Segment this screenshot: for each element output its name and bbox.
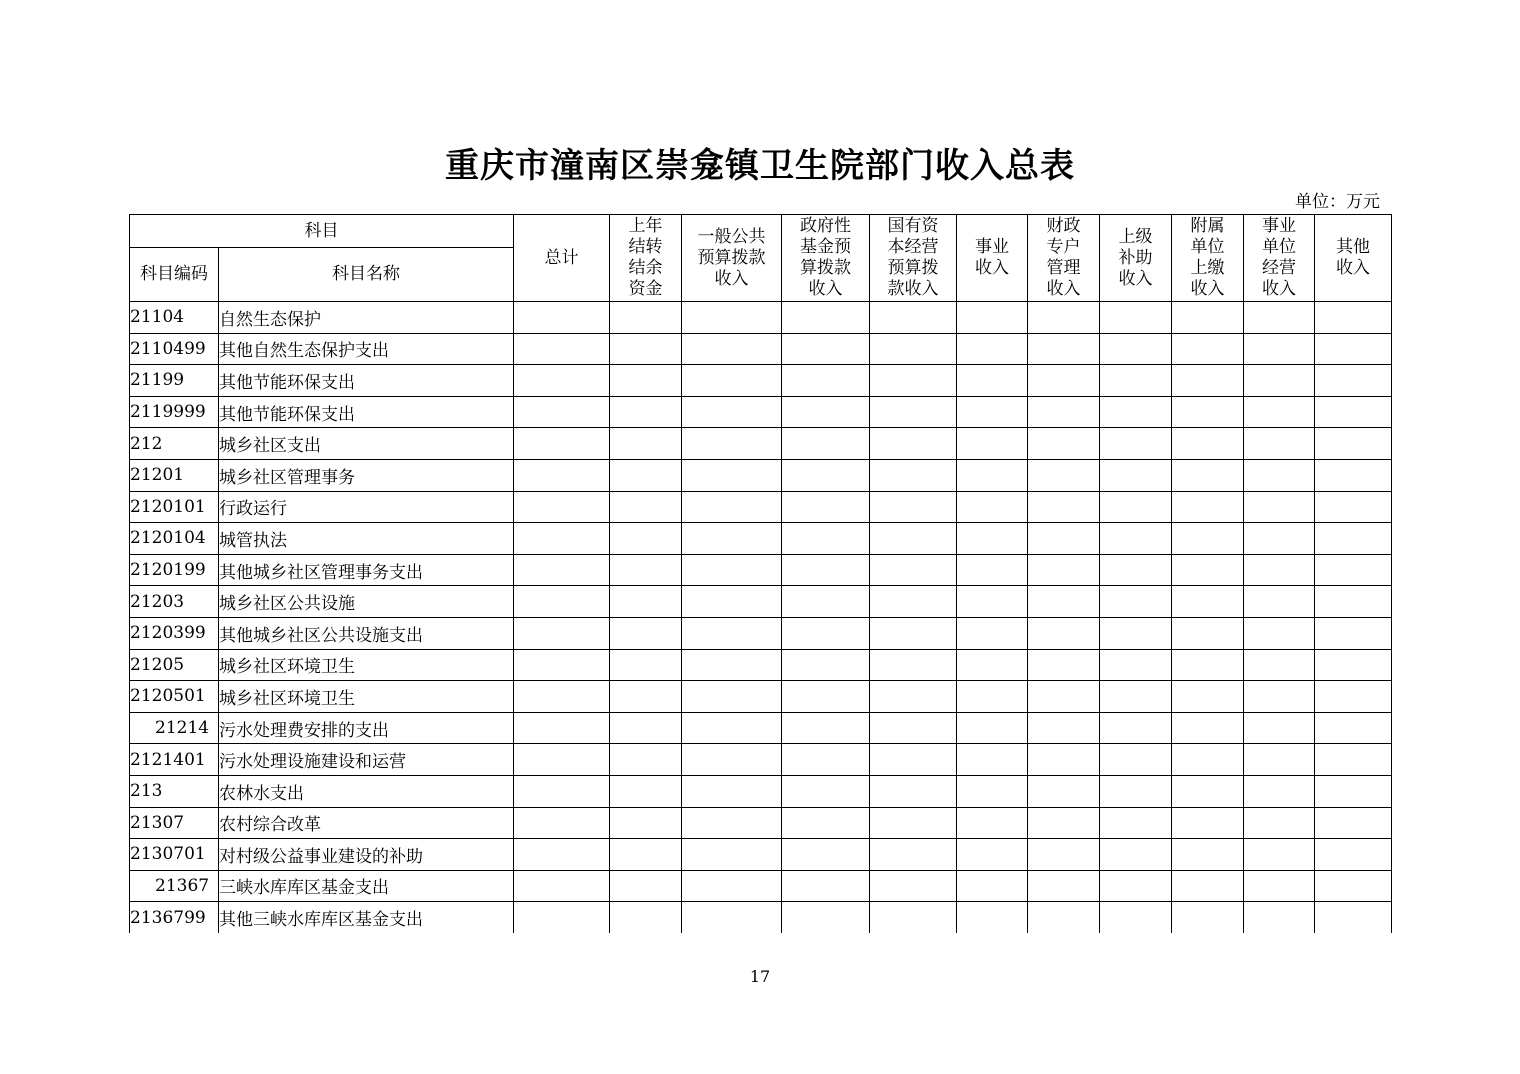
amount-cell (1172, 586, 1244, 618)
amount-cell (1100, 839, 1172, 871)
amount-cell (1315, 333, 1392, 365)
amount-cell (610, 870, 682, 902)
amount-cell (1028, 523, 1100, 555)
amount-cell (1244, 491, 1315, 523)
subject-name: 城管执法 (219, 523, 514, 555)
amount-cell (782, 523, 870, 555)
amount-cell (957, 554, 1028, 586)
amount-cell (957, 902, 1028, 933)
table-row (130, 459, 1392, 491)
amount-cell (610, 459, 682, 491)
amount-cell (1172, 649, 1244, 681)
subject-name: 农村综合改革 (219, 807, 514, 839)
amount-cell (870, 302, 957, 334)
amount-cell (1244, 807, 1315, 839)
amount-cell (957, 775, 1028, 807)
subject-name: 城乡社区支出 (219, 428, 514, 460)
amount-cell (1100, 459, 1172, 491)
amount-cell (682, 554, 782, 586)
amount-cell (1315, 617, 1392, 649)
amount-cell (1315, 712, 1392, 744)
amount-cell (782, 744, 870, 776)
amount-cell (610, 712, 682, 744)
amount-cell (1172, 712, 1244, 744)
table-row (130, 333, 1392, 365)
amount-cell (610, 396, 682, 428)
subject-name: 其他城乡社区管理事务支出 (219, 554, 514, 586)
amount-cell (957, 712, 1028, 744)
subject-code: 21214 (130, 712, 219, 744)
subject-code: 21104 (130, 302, 219, 334)
amount-cell (1172, 302, 1244, 334)
amount-cell (957, 428, 1028, 460)
amount-cell (1100, 586, 1172, 618)
amount-cell (870, 681, 957, 713)
amount-cell (1100, 428, 1172, 460)
amount-cell (870, 333, 957, 365)
table-row (130, 554, 1392, 586)
subject-name: 农林水支出 (219, 775, 514, 807)
column-header: 附属 单位 上缴 收入 (1172, 215, 1244, 302)
amount-cell (957, 744, 1028, 776)
amount-cell (682, 649, 782, 681)
amount-cell (1028, 649, 1100, 681)
amount-cell (1028, 807, 1100, 839)
table-row (130, 649, 1392, 681)
subject-name: 污水处理设施建设和运营 (219, 744, 514, 776)
subject-code: 2110499 (130, 333, 219, 365)
amount-cell (1172, 870, 1244, 902)
table-row (130, 586, 1392, 618)
amount-cell (1100, 712, 1172, 744)
amount-cell (782, 617, 870, 649)
amount-cell (870, 586, 957, 618)
amount-cell (870, 396, 957, 428)
amount-cell (870, 807, 957, 839)
amount-cell (1172, 681, 1244, 713)
amount-cell (957, 839, 1028, 871)
amount-cell (514, 744, 610, 776)
column-header: 事业 单位 经营 收入 (1244, 215, 1315, 302)
amount-cell (782, 428, 870, 460)
amount-cell (514, 302, 610, 334)
amount-cell (1100, 491, 1172, 523)
amount-cell (1172, 554, 1244, 586)
amount-cell (1172, 523, 1244, 555)
amount-cell (610, 807, 682, 839)
amount-cell (1100, 302, 1172, 334)
amount-cell (514, 617, 610, 649)
amount-cell (870, 902, 957, 933)
amount-cell (957, 681, 1028, 713)
amount-cell (1028, 428, 1100, 460)
table-row (130, 491, 1392, 523)
amount-cell (1028, 586, 1100, 618)
amount-cell (1100, 870, 1172, 902)
amount-cell (610, 302, 682, 334)
amount-cell (782, 365, 870, 397)
amount-cell (1100, 744, 1172, 776)
amount-cell (782, 491, 870, 523)
amount-cell (1172, 839, 1244, 871)
amount-cell (957, 459, 1028, 491)
amount-cell (1315, 428, 1392, 460)
subject-name: 污水处理费安排的支出 (219, 712, 514, 744)
column-header: 总计 (514, 215, 610, 302)
table-row (130, 365, 1392, 397)
amount-cell (514, 681, 610, 713)
subject-code: 21201 (130, 459, 219, 491)
amount-cell (514, 649, 610, 681)
amount-cell (682, 775, 782, 807)
amount-cell (957, 302, 1028, 334)
amount-cell (1172, 428, 1244, 460)
column-header: 事业 收入 (957, 215, 1028, 302)
amount-cell (1100, 554, 1172, 586)
amount-cell (782, 807, 870, 839)
table-row (130, 396, 1392, 428)
amount-cell (1315, 775, 1392, 807)
amount-cell (1315, 491, 1392, 523)
amount-cell (870, 839, 957, 871)
column-header: 国有资 本经营 预算拨 款收入 (870, 215, 957, 302)
amount-cell (682, 617, 782, 649)
amount-cell (1244, 302, 1315, 334)
subject-name: 城乡社区公共设施 (219, 586, 514, 618)
subject-name: 其他城乡社区公共设施支出 (219, 617, 514, 649)
amount-cell (1315, 807, 1392, 839)
amount-cell (682, 681, 782, 713)
amount-cell (682, 333, 782, 365)
table-row (130, 839, 1392, 871)
amount-cell (610, 428, 682, 460)
column-header: 一般公共 预算拨款 收入 (682, 215, 782, 302)
amount-cell (610, 586, 682, 618)
subject-name: 其他三峡水库库区基金支出 (219, 902, 514, 933)
amount-cell (1172, 491, 1244, 523)
column-header: 上年 结转 结余 资金 (610, 215, 682, 302)
amount-cell (682, 744, 782, 776)
amount-cell (782, 649, 870, 681)
unit-label: 单位：万元 (1295, 192, 1380, 212)
amount-cell (782, 586, 870, 618)
amount-cell (1315, 365, 1392, 397)
amount-cell (957, 870, 1028, 902)
amount-cell (514, 902, 610, 933)
amount-cell (610, 554, 682, 586)
amount-cell (782, 870, 870, 902)
amount-cell (957, 396, 1028, 428)
amount-cell (782, 459, 870, 491)
subject-code: 2130701 (130, 839, 219, 871)
amount-cell (682, 396, 782, 428)
amount-cell (682, 586, 782, 618)
amount-cell (610, 617, 682, 649)
amount-cell (1315, 586, 1392, 618)
subject-name: 对村级公益事业建设的补助 (219, 839, 514, 871)
amount-cell (514, 839, 610, 871)
amount-cell (870, 428, 957, 460)
amount-cell (1100, 333, 1172, 365)
subject-code: 2121401 (130, 744, 219, 776)
amount-cell (1315, 681, 1392, 713)
column-header: 其他 收入 (1315, 215, 1392, 302)
table-row (130, 902, 1392, 933)
amount-cell (1028, 870, 1100, 902)
amount-cell (1244, 333, 1315, 365)
amount-cell (870, 649, 957, 681)
amount-cell (1028, 554, 1100, 586)
code-header: 科目编码 (130, 248, 219, 302)
amount-cell (957, 617, 1028, 649)
amount-cell (1172, 617, 1244, 649)
amount-cell (1315, 396, 1392, 428)
subject-code: 2119999 (130, 396, 219, 428)
amount-cell (957, 491, 1028, 523)
amount-cell (514, 428, 610, 460)
amount-cell (682, 839, 782, 871)
amount-cell (1028, 365, 1100, 397)
amount-cell (1172, 459, 1244, 491)
amount-cell (1315, 839, 1392, 871)
amount-cell (1100, 807, 1172, 839)
subject-name: 其他节能环保支出 (219, 365, 514, 397)
amount-cell (870, 617, 957, 649)
amount-cell (682, 712, 782, 744)
subject-code: 21205 (130, 649, 219, 681)
amount-cell (514, 333, 610, 365)
amount-cell (682, 523, 782, 555)
amount-cell (957, 333, 1028, 365)
amount-cell (1244, 396, 1315, 428)
amount-cell (1028, 839, 1100, 871)
subject-code: 2120104 (130, 523, 219, 555)
amount-cell (514, 459, 610, 491)
amount-cell (1315, 902, 1392, 933)
amount-cell (1315, 302, 1392, 334)
amount-cell (782, 554, 870, 586)
subject-name: 城乡社区环境卫生 (219, 681, 514, 713)
amount-cell (870, 775, 957, 807)
amount-cell (610, 523, 682, 555)
amount-cell (1100, 396, 1172, 428)
subject-code: 21203 (130, 586, 219, 618)
amount-cell (1244, 523, 1315, 555)
amount-cell (1028, 744, 1100, 776)
amount-cell (610, 333, 682, 365)
amount-cell (1172, 396, 1244, 428)
amount-cell (1244, 839, 1315, 871)
amount-cell (1172, 902, 1244, 933)
amount-cell (610, 744, 682, 776)
amount-cell (514, 396, 610, 428)
amount-cell (514, 365, 610, 397)
amount-cell (1028, 302, 1100, 334)
amount-cell (1315, 459, 1392, 491)
amount-cell (1100, 902, 1172, 933)
amount-cell (957, 649, 1028, 681)
amount-cell (610, 902, 682, 933)
amount-cell (1028, 459, 1100, 491)
amount-cell (514, 523, 610, 555)
amount-cell (1028, 617, 1100, 649)
column-header: 财政 专户 管理 收入 (1028, 215, 1100, 302)
amount-cell (1244, 428, 1315, 460)
amount-cell (610, 681, 682, 713)
amount-cell (514, 870, 610, 902)
amount-cell (782, 902, 870, 933)
subject-code: 2136799 (130, 902, 219, 933)
amount-cell (1172, 333, 1244, 365)
amount-cell (1172, 744, 1244, 776)
amount-cell (782, 396, 870, 428)
amount-cell (682, 365, 782, 397)
subject-name: 三峡水库库区基金支出 (219, 870, 514, 902)
page-number: 17 (749, 967, 771, 986)
amount-cell (1172, 807, 1244, 839)
amount-cell (1315, 870, 1392, 902)
amount-cell (610, 365, 682, 397)
amount-cell (957, 807, 1028, 839)
table-row (130, 744, 1392, 776)
amount-cell (1100, 365, 1172, 397)
amount-cell (1244, 681, 1315, 713)
amount-cell (610, 491, 682, 523)
column-header: 上级 补助 收入 (1100, 215, 1172, 302)
table-row (130, 712, 1392, 744)
amount-cell (610, 649, 682, 681)
table-row (130, 523, 1392, 555)
amount-cell (870, 712, 957, 744)
subject-name: 城乡社区管理事务 (219, 459, 514, 491)
amount-cell (782, 333, 870, 365)
subject-name: 其他自然生态保护支出 (219, 333, 514, 365)
table-row (130, 681, 1392, 713)
amount-cell (870, 365, 957, 397)
amount-cell (514, 491, 610, 523)
amount-cell (1100, 523, 1172, 555)
amount-cell (610, 839, 682, 871)
amount-cell (870, 491, 957, 523)
subject-code: 2120199 (130, 554, 219, 586)
amount-cell (870, 523, 957, 555)
subject-name: 自然生态保护 (219, 302, 514, 334)
amount-cell (1315, 649, 1392, 681)
amount-cell (1244, 744, 1315, 776)
subject-code: 212 (130, 428, 219, 460)
amount-cell (1244, 554, 1315, 586)
subject-code: 21367 (130, 870, 219, 902)
table-row (130, 428, 1392, 460)
amount-cell (610, 775, 682, 807)
amount-cell (957, 365, 1028, 397)
subject-code: 21307 (130, 807, 219, 839)
name-header: 科目名称 (219, 248, 514, 302)
amount-cell (1028, 491, 1100, 523)
amount-cell (870, 554, 957, 586)
amount-cell (870, 870, 957, 902)
amount-cell (514, 586, 610, 618)
amount-cell (782, 712, 870, 744)
subject-code: 2120101 (130, 491, 219, 523)
table-row (130, 775, 1392, 807)
amount-cell (1244, 902, 1315, 933)
amount-cell (1244, 617, 1315, 649)
amount-cell (1172, 775, 1244, 807)
subject-code: 21199 (130, 365, 219, 397)
amount-cell (782, 839, 870, 871)
table-row (130, 302, 1392, 334)
amount-cell (514, 712, 610, 744)
amount-cell (1028, 396, 1100, 428)
amount-cell (1028, 681, 1100, 713)
amount-cell (1244, 365, 1315, 397)
amount-cell (1100, 649, 1172, 681)
table-row (130, 807, 1392, 839)
amount-cell (1315, 554, 1392, 586)
amount-cell (1100, 617, 1172, 649)
amount-cell (1244, 870, 1315, 902)
amount-cell (870, 744, 957, 776)
subject-name: 行政运行 (219, 491, 514, 523)
amount-cell (682, 870, 782, 902)
amount-cell (782, 302, 870, 334)
amount-cell (682, 459, 782, 491)
amount-cell (682, 807, 782, 839)
amount-cell (682, 428, 782, 460)
subject-code: 213 (130, 775, 219, 807)
amount-cell (1028, 902, 1100, 933)
amount-cell (957, 586, 1028, 618)
subject-name: 其他节能环保支出 (219, 396, 514, 428)
amount-cell (514, 554, 610, 586)
amount-cell (782, 681, 870, 713)
table-row (130, 870, 1392, 902)
income-table (129, 214, 1392, 933)
amount-cell (957, 523, 1028, 555)
amount-cell (1028, 712, 1100, 744)
page-title: 重庆市潼南区崇龛镇卫生院部门收入总表 (445, 146, 1075, 186)
subject-name: 城乡社区环境卫生 (219, 649, 514, 681)
amount-cell (1028, 775, 1100, 807)
amount-cell (1244, 775, 1315, 807)
amount-cell (1315, 523, 1392, 555)
amount-cell (1244, 712, 1315, 744)
amount-cell (1315, 744, 1392, 776)
amount-cell (1244, 586, 1315, 618)
amount-cell (782, 775, 870, 807)
subject-code: 2120399 (130, 617, 219, 649)
amount-cell (514, 775, 610, 807)
amount-cell (682, 491, 782, 523)
amount-cell (870, 459, 957, 491)
subject-group-header: 科目 (130, 215, 514, 248)
table-row (130, 617, 1392, 649)
amount-cell (682, 902, 782, 933)
amount-cell (1244, 649, 1315, 681)
amount-cell (1100, 775, 1172, 807)
amount-cell (514, 807, 610, 839)
amount-cell (1244, 459, 1315, 491)
amount-cell (1172, 365, 1244, 397)
amount-cell (1028, 333, 1100, 365)
amount-cell (682, 302, 782, 334)
column-header: 政府性 基金预 算拨款 收入 (782, 215, 870, 302)
amount-cell (1100, 681, 1172, 713)
subject-code: 2120501 (130, 681, 219, 713)
